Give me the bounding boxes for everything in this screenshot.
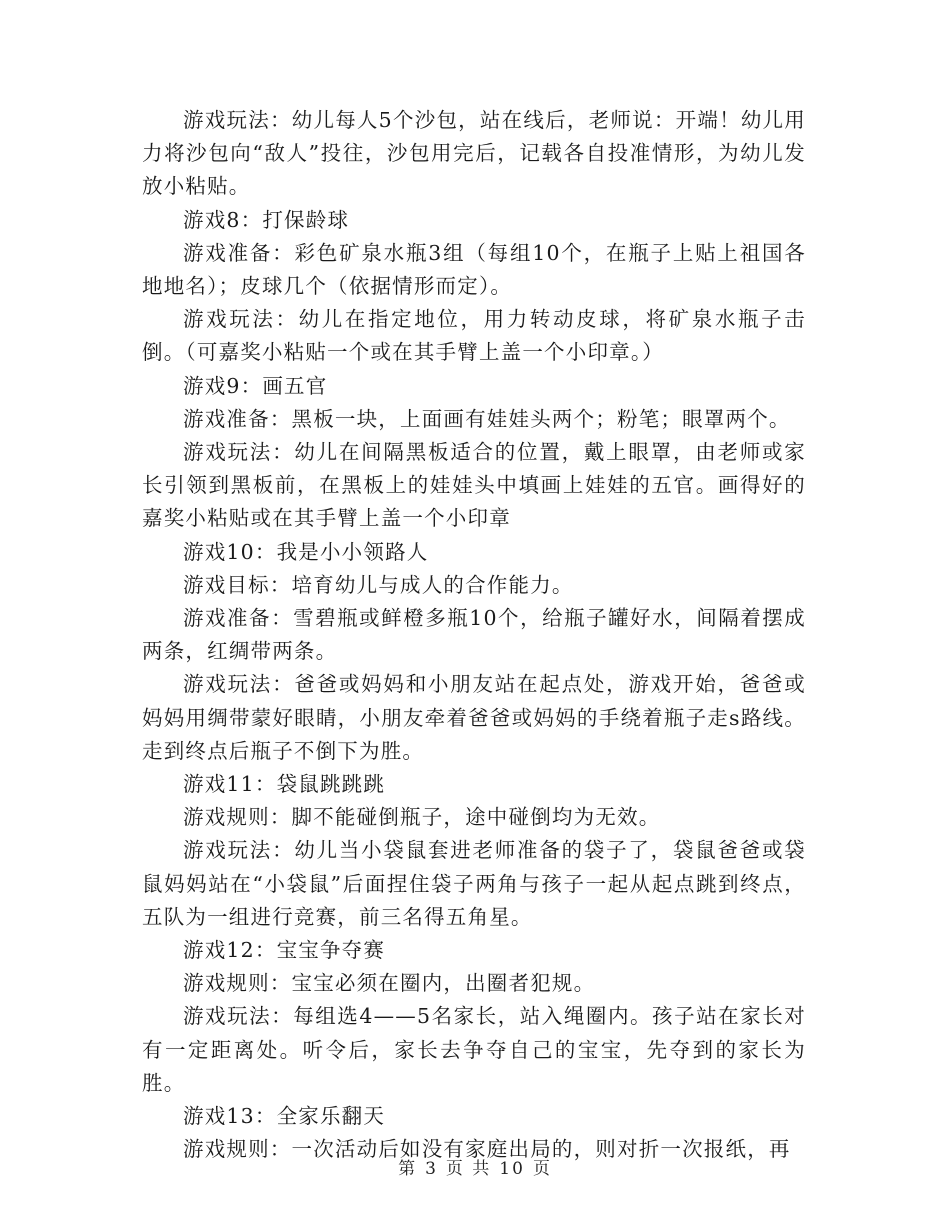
section-heading: 游戏12：宝宝争夺赛 <box>183 938 386 963</box>
section-heading: 游戏11：袋鼠跳跳跳 <box>183 772 386 797</box>
section-heading: 游戏9：画五官 <box>183 373 328 398</box>
page-footer <box>0 1154 950 1179</box>
total-pages: 10 <box>499 1159 525 1179</box>
section-heading: 游戏8：打保龄球 <box>183 207 350 232</box>
paragraph: 游戏准备：雪碧瓶或鲜橙多瓶10个，给瓶子罐好水，间隔着摆成两条，红绸带两条。 <box>142 606 806 664</box>
paragraph: 游戏准备：黑板一块，上面画有娃娃头两个；粉笔；眼罩两个。 <box>183 406 791 431</box>
footer-prefix: 第 <box>398 1159 418 1179</box>
paragraph: 游戏目标：培育幼儿与成人的合作能力。 <box>183 572 574 597</box>
footer-suffix: 页 <box>532 1159 552 1179</box>
paragraph: 游戏玩法：幼儿在指定地位，用力转动皮球，将矿泉水瓶子击倒。（可嘉奖小粘贴一个或在其手臂上盖一个小印章。） <box>142 307 806 365</box>
footer-middle: 页 共 <box>445 1159 492 1179</box>
section-heading: 游戏13：全家乐翻天 <box>183 1104 386 1129</box>
paragraph: 游戏玩法：幼儿在间隔黑板适合的位置，戴上眼罩，由老师或家长引领到黑板前，在黑板上的娃娃头中填画上娃娃的五官。画得好的嘉奖小粘贴或在其手臂上盖一个小印章 <box>142 440 806 531</box>
paragraph: 游戏规则：宝宝必须在圈内，出圈者犯规。 <box>183 971 596 996</box>
document-body <box>142 104 806 1167</box>
paragraph: 游戏规则：一次活动后如没有家庭出局的，则对折一次报纸，再 <box>183 1137 791 1162</box>
section-heading: 游戏10：我是小小领路人 <box>183 539 429 564</box>
paragraph: 游戏玩法：幼儿每人5个沙包，站在线后，老师说：开端！幼儿用力将沙包向“敌人”投往，沙包用完后，记载各自投准情形，为幼儿发放小粘贴。 <box>142 108 806 199</box>
paragraph: 游戏玩法：幼儿当小袋鼠套进老师准备的袋子了，袋鼠爸爸或袋鼠妈妈站在“小袋鼠”后面捏住袋子两角与孩子一起从起点跳到终点，五队为一组进行竞赛，前三名得五角星。 <box>142 838 806 929</box>
paragraph: 游戏规则：脚不能碰倒瓶子，途中碰倒均为无效。 <box>183 805 661 830</box>
page-number: 3 <box>425 1159 438 1179</box>
paragraph: 游戏准备：彩色矿泉水瓶3组（每组10个，在瓶子上贴上祖国各地地名）；皮球几个（依据情形而定）。 <box>142 240 806 299</box>
paragraph: 游戏玩法：爸爸或妈妈和小朋友站在起点处，游戏开始，爸爸或妈妈用绸带蒙好眼睛，小朋友牵着爸爸或妈妈的手绕着瓶子走s路线。走到终点后瓶子不倒下为胜。 <box>142 672 806 763</box>
paragraph: 游戏玩法：每组选4——5名家长，站入绳圈内。孩子站在家长对有一定距离处。听令后，家长去争夺自己的宝宝，先夺到的家长为胜。 <box>142 1004 806 1095</box>
